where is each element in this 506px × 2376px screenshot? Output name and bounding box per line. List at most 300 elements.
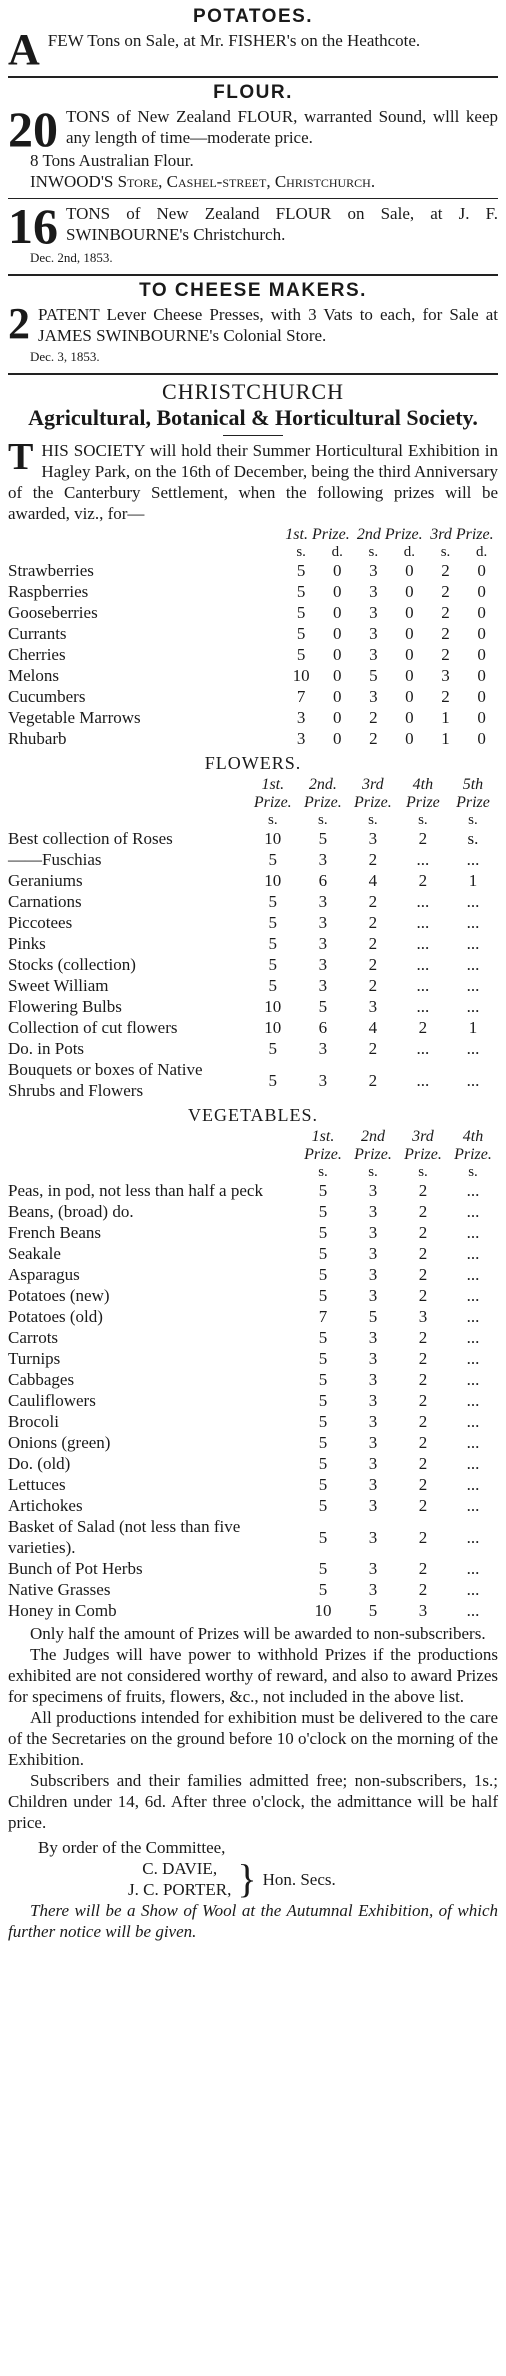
vegetable-row xyxy=(8,1201,498,1222)
flower-prize-value: ... xyxy=(466,934,480,953)
vegetable-row xyxy=(8,1285,498,1306)
vegetable-prize-value: 3 xyxy=(368,1475,378,1494)
fruit-row xyxy=(8,581,498,602)
flour-heading: FLOUR. xyxy=(213,82,293,103)
vegetable-prize-value: ... xyxy=(466,1223,480,1242)
cheese-date: Dec. 3, 1853. xyxy=(30,349,100,364)
vegetable-prize-value: 2 xyxy=(418,1370,428,1389)
signoff-order: By order of the Committee, xyxy=(38,1838,226,1857)
flower-prize-value: 5 xyxy=(268,976,278,995)
note-paragraph: The Judges will have power to withhold Prizes if the productions exhibited are not considered worthy of reward, and also to award Prizes for specimens of fruits, flowers, &c., not included in the above list. xyxy=(8,1645,498,1706)
vegetable-row xyxy=(8,1369,498,1390)
fruit-prize-value: 3 xyxy=(369,645,378,664)
flower-prize-value: 2 xyxy=(368,892,378,911)
fruit-prize-value: 5 xyxy=(369,666,378,685)
fruit-prize-value: 0 xyxy=(477,666,486,685)
potatoes-dropcap: A xyxy=(8,25,40,74)
flower-prize-value: ... xyxy=(416,955,430,974)
divider xyxy=(223,435,283,436)
flowers-unit: s. xyxy=(468,812,478,828)
vegetable-item-name: French Beans xyxy=(8,1223,102,1242)
flower-item-name: Flowering Bulbs xyxy=(8,997,122,1016)
vegetable-row xyxy=(8,1558,498,1579)
fruit-prize-value: 0 xyxy=(477,561,486,580)
flower-prize-value: 5 xyxy=(268,850,278,869)
flowers-unit: s. xyxy=(368,812,378,828)
flower-prize-value: ... xyxy=(416,892,430,911)
vegetables-table xyxy=(8,1128,498,1621)
flower-item-name: ——Fuschias xyxy=(8,850,102,869)
fruit-prize-value: 0 xyxy=(405,582,414,601)
fruit-item-name: Melons xyxy=(8,666,59,685)
flower-prize-value: 10 xyxy=(264,997,282,1016)
divider xyxy=(8,373,498,375)
fruit-item-name: Raspberries xyxy=(8,582,89,601)
fruit-item-name: Currants xyxy=(8,624,67,643)
fruit-prize-value: 0 xyxy=(332,603,342,622)
fruit-prize-value: 0 xyxy=(332,708,342,727)
flower-prize-value: 3 xyxy=(368,997,378,1016)
vegetable-prize-value: 2 xyxy=(418,1286,428,1305)
fruits-table xyxy=(8,526,498,749)
vegetable-prize-value: ... xyxy=(466,1580,480,1599)
vegetable-prize-value: 3 xyxy=(368,1580,378,1599)
fruit-prize-value: 0 xyxy=(332,645,342,664)
fruit-prize-value: 2 xyxy=(441,687,450,706)
vegetable-prize-value: 3 xyxy=(368,1328,378,1347)
flour-ad-1-store: INWOOD'S Store, Cashel-street, Christchurch. xyxy=(30,172,376,191)
fruit-prize-value: 3 xyxy=(369,582,378,601)
flower-prize-value: 3 xyxy=(318,934,328,953)
flower-row xyxy=(8,912,498,933)
vegetable-item-name: Cauliflowers xyxy=(8,1391,96,1410)
fruits-unit: s. xyxy=(440,544,451,560)
vegetable-prize-value: 2 xyxy=(418,1223,428,1242)
vegetable-prize-value: ... xyxy=(466,1391,480,1410)
vegetable-prize-value: 5 xyxy=(318,1370,328,1389)
vegetable-row xyxy=(8,1390,498,1411)
flour-ad-2-date: Dec. 2nd, 1853. xyxy=(30,250,113,265)
vegetable-prize-value: 3 xyxy=(368,1412,378,1431)
fruit-item-name: Cucumbers xyxy=(8,687,86,706)
vegetable-row xyxy=(8,1453,498,1474)
flower-prize-value: ... xyxy=(416,934,430,953)
fruit-prize-value: 1 xyxy=(441,708,450,727)
vegetable-prize-value: ... xyxy=(466,1559,480,1578)
fruit-prize-value: 2 xyxy=(441,624,450,643)
fruit-prize-value: 0 xyxy=(477,603,486,622)
vegetable-prize-value: 2 xyxy=(418,1181,428,1200)
flowers-rows xyxy=(8,828,498,1101)
flower-prize-value: ... xyxy=(416,850,430,869)
vegetable-prize-value: 3 xyxy=(368,1349,378,1368)
vegetable-item-name: Asparagus xyxy=(8,1265,80,1284)
vegetable-prize-value: ... xyxy=(466,1349,480,1368)
flower-prize-value: 5 xyxy=(268,934,278,953)
vegetable-prize-value: 5 xyxy=(318,1349,328,1368)
fruit-prize-value: 0 xyxy=(405,603,414,622)
flower-prize-value: ... xyxy=(416,1039,430,1058)
vegetable-prize-value: 3 xyxy=(368,1181,378,1200)
vegetable-prize-value: 2 xyxy=(418,1412,428,1431)
vegetables-header: 2nd Prize. xyxy=(354,1128,392,1163)
note-paragraph: Subscribers and their families admitted free; non-subscribers, 1s.; Children under 14, 6d. After three o'clock, the admittance will be half price. xyxy=(8,1771,498,1832)
fruit-item-name: Cherries xyxy=(8,645,66,664)
flower-prize-value: 2 xyxy=(368,913,378,932)
flour-ad-2-text: TONS of New Zealand FLOUR on Sale, at J. F. SWINBOURNE's Christchurch. xyxy=(66,204,498,244)
society-title-city: CHRISTCHURCH xyxy=(162,379,344,404)
flower-item-name: Pinks xyxy=(8,934,46,953)
vegetable-prize-value: 3 xyxy=(368,1370,378,1389)
vegetable-prize-value: 3 xyxy=(368,1202,378,1221)
brace-icon: } xyxy=(237,1856,257,1901)
vegetable-prize-value: 3 xyxy=(368,1433,378,1452)
fruits-unit: s. xyxy=(368,544,379,560)
flower-row xyxy=(8,891,498,912)
flower-item-name: Piccotees xyxy=(8,913,73,932)
fruit-item-name: Vegetable Marrows xyxy=(8,708,141,727)
flower-prize-value: 5 xyxy=(268,1039,278,1058)
fruit-prize-value: 0 xyxy=(405,624,414,643)
divider xyxy=(8,76,498,78)
cheese-heading: TO CHEESE MAKERS. xyxy=(139,280,367,301)
vegetable-row xyxy=(8,1579,498,1600)
vegetable-prize-value: ... xyxy=(466,1454,480,1473)
flower-item-name: Stocks (collection) xyxy=(8,955,136,974)
flowers-heading: FLOWERS. xyxy=(204,753,302,773)
flower-prize-value: 3 xyxy=(318,892,328,911)
vegetable-item-name: Potatoes (new) xyxy=(8,1286,110,1305)
flower-prize-value: 2 xyxy=(418,871,428,890)
vegetable-prize-value: 3 xyxy=(368,1244,378,1263)
flower-prize-value: 2 xyxy=(418,1018,428,1037)
fruit-prize-value: 0 xyxy=(405,729,414,748)
vegetable-item-name: Basket of Salad (not less than five varieties). xyxy=(8,1517,241,1557)
fruit-prize-value: 0 xyxy=(477,624,486,643)
fruit-prize-value: 0 xyxy=(477,645,486,664)
vegetable-item-name: Honey in Comb xyxy=(8,1601,117,1620)
flower-prize-value: 10 xyxy=(264,871,282,890)
flower-prize-value: ... xyxy=(466,850,480,869)
vegetables-unit: s. xyxy=(418,1164,428,1180)
vegetable-prize-value: ... xyxy=(466,1307,480,1326)
flower-prize-value: ... xyxy=(466,955,480,974)
fruit-prize-value: 5 xyxy=(296,645,306,664)
vegetable-prize-value: 5 xyxy=(318,1328,328,1347)
vegetable-row xyxy=(8,1327,498,1348)
flower-item-name: Collection of cut flowers xyxy=(8,1018,178,1037)
vegetable-prize-value: 3 xyxy=(368,1391,378,1410)
flour-ad-1-line2: 8 Tons Australian Flour. xyxy=(30,151,194,170)
vegetable-prize-value: 2 xyxy=(418,1527,428,1547)
vegetable-prize-value: ... xyxy=(466,1601,480,1620)
vegetable-row xyxy=(8,1495,498,1516)
flower-item-name: Do. in Pots xyxy=(8,1039,85,1058)
fruits-unit: d. xyxy=(475,544,488,560)
vegetable-prize-value: 2 xyxy=(418,1349,428,1368)
vegetable-row xyxy=(8,1474,498,1495)
fruit-prize-value: 0 xyxy=(477,729,486,748)
flower-prize-value: 2 xyxy=(368,850,378,869)
flowers-header: 4th Prize xyxy=(406,776,440,811)
vegetable-prize-value: ... xyxy=(466,1527,480,1547)
society-intro-text: HIS SOCIETY will hold their Summer Horticultural Exhibition in Hagley Park, on the 16th of December, being the third Anniversary of the Canterbury Settlement, when the following prizes will be awarded, viz., for— xyxy=(8,441,498,523)
flower-prize-value: ... xyxy=(416,1070,430,1090)
fruits-header: 1st. Prize. xyxy=(285,526,350,543)
society-dropcap: T xyxy=(8,436,34,478)
fruit-prize-value: 0 xyxy=(332,561,342,580)
fruit-prize-value: 3 xyxy=(369,624,378,643)
flower-prize-value: 2 xyxy=(368,976,378,995)
flowers-header: 1st. Prize. xyxy=(253,776,292,811)
vegetable-row xyxy=(8,1516,498,1558)
vegetables-rows xyxy=(8,1180,498,1621)
vegetable-row xyxy=(8,1306,498,1327)
flower-prize-value: s. xyxy=(467,829,479,848)
vegetable-item-name: Onions (green) xyxy=(8,1433,111,1452)
society-intro xyxy=(8,436,498,524)
fruit-prize-value: 5 xyxy=(296,624,306,643)
vegetable-prize-value: 2 xyxy=(418,1202,428,1221)
flower-item-name: Carnations xyxy=(8,892,82,911)
flower-prize-value: 5 xyxy=(268,892,278,911)
signoff-role: Hon. Secs. xyxy=(262,1869,336,1889)
flower-prize-value: ... xyxy=(466,892,480,911)
flower-prize-value: 5 xyxy=(268,1070,278,1090)
fruit-prize-value: 2 xyxy=(441,645,450,664)
flower-prize-value: 3 xyxy=(368,829,378,848)
fruit-prize-value: 2 xyxy=(369,708,378,727)
fruit-prize-value: 5 xyxy=(296,603,306,622)
note-paragraph: All productions intended for exhibition must be delivered to the care of the Secretaries on the ground before 10 o'clock on the morning of the Exhibition. xyxy=(8,1708,498,1769)
fruit-prize-value: 5 xyxy=(296,582,306,601)
fruits-rows xyxy=(8,560,498,749)
fruit-item-name: Gooseberries xyxy=(8,603,98,622)
signoff-name: J. C. PORTER, xyxy=(128,1880,232,1899)
fruit-row xyxy=(8,686,498,707)
fruit-prize-value: 2 xyxy=(441,582,450,601)
fruit-prize-value: 0 xyxy=(477,687,486,706)
flower-prize-value: 2 xyxy=(418,829,428,848)
flower-prize-value: 3 xyxy=(318,955,328,974)
vegetable-item-name: Peas, in pod, not less than half a peck xyxy=(8,1181,263,1200)
flower-prize-value: ... xyxy=(466,1070,480,1090)
vegetable-prize-value: 5 xyxy=(318,1223,328,1242)
vegetable-prize-value: ... xyxy=(466,1433,480,1452)
fruit-prize-value: 3 xyxy=(369,687,378,706)
vegetable-row xyxy=(8,1264,498,1285)
vegetable-row xyxy=(8,1243,498,1264)
vegetable-prize-value: 3 xyxy=(368,1559,378,1578)
flowers-table xyxy=(8,776,498,1101)
vegetable-item-name: Potatoes (old) xyxy=(8,1307,103,1326)
flower-prize-value: ... xyxy=(416,913,430,932)
fruit-item-name: Strawberries xyxy=(8,561,94,580)
vegetable-item-name: Brocoli xyxy=(8,1412,59,1431)
flower-row xyxy=(8,1038,498,1059)
fruit-row xyxy=(8,707,498,728)
vegetable-prize-value: ... xyxy=(466,1412,480,1431)
divider xyxy=(8,274,498,276)
vegetable-item-name: Seakale xyxy=(8,1244,61,1263)
vegetable-prize-value: ... xyxy=(466,1202,480,1221)
vegetable-item-name: Bunch of Pot Herbs xyxy=(8,1559,143,1578)
vegetable-prize-value: 5 xyxy=(318,1181,328,1200)
fruit-prize-value: 7 xyxy=(296,687,306,706)
vegetables-header: 1st. Prize. xyxy=(304,1128,342,1163)
flower-prize-value: 5 xyxy=(318,829,328,848)
signoff-postscript: There will be a Show of Wool at the Autumnal Exhibition, of which further notice will be given. xyxy=(8,1901,498,1941)
vegetable-prize-value: 3 xyxy=(418,1601,428,1620)
divider xyxy=(8,198,498,199)
vegetable-prize-value: 5 xyxy=(368,1307,378,1326)
vegetable-item-name: Lettuces xyxy=(8,1475,66,1494)
note-paragraph: Only half the amount of Prizes will be awarded to non-subscribers. xyxy=(30,1624,486,1643)
flower-prize-value: 6 xyxy=(318,871,328,890)
flower-item-name: Bouquets or boxes of Native Shrubs and Flowers xyxy=(8,1060,203,1100)
vegetable-prize-value: 3 xyxy=(368,1454,378,1473)
vegetable-item-name: Artichokes xyxy=(8,1496,83,1515)
vegetable-prize-value: 5 xyxy=(318,1496,328,1515)
flower-prize-value: 3 xyxy=(318,913,328,932)
vegetable-prize-value: 5 xyxy=(318,1559,328,1578)
fruit-prize-value: 3 xyxy=(296,729,306,748)
vegetable-prize-value: ... xyxy=(466,1265,480,1284)
fruit-prize-value: 0 xyxy=(332,582,342,601)
vegetable-prize-value: 3 xyxy=(368,1223,378,1242)
vegetable-prize-value: 2 xyxy=(418,1433,428,1452)
vegetable-prize-value: ... xyxy=(466,1244,480,1263)
flower-row xyxy=(8,828,498,849)
fruit-row xyxy=(8,665,498,686)
vegetable-prize-value: ... xyxy=(466,1286,480,1305)
flower-row xyxy=(8,954,498,975)
fruit-prize-value: 0 xyxy=(332,729,342,748)
fruits-unit: s. xyxy=(296,544,306,560)
flowers-unit: s. xyxy=(418,812,428,828)
fruit-prize-value: 0 xyxy=(405,666,414,685)
vegetables-unit: s. xyxy=(468,1164,478,1180)
flower-row xyxy=(8,996,498,1017)
vegetable-item-name: Beans, (broad) do. xyxy=(8,1202,134,1221)
flower-prize-value: ... xyxy=(416,976,430,995)
fruits-header: 2nd Prize. xyxy=(356,526,423,543)
cheese-dropcap: 2 xyxy=(8,299,30,348)
flower-prize-value: 2 xyxy=(368,1070,378,1090)
flower-row xyxy=(8,849,498,870)
cheese-ad xyxy=(8,299,498,348)
fruit-prize-value: 0 xyxy=(477,582,486,601)
vegetable-row xyxy=(8,1180,498,1201)
vegetable-prize-value: 3 xyxy=(418,1307,428,1326)
flower-prize-value: 10 xyxy=(264,1018,282,1037)
vegetable-prize-value: 5 xyxy=(318,1454,328,1473)
vegetable-prize-value: 5 xyxy=(318,1433,328,1452)
vegetable-prize-value: ... xyxy=(466,1328,480,1347)
vegetable-prize-value: 2 xyxy=(418,1559,428,1578)
cheese-text: PATENT Lever Cheese Presses, with 3 Vats to each, for Sale at JAMES SWINBOURNE's Colonial Store. xyxy=(38,305,498,345)
vegetable-row xyxy=(8,1600,498,1621)
vegetables-heading: VEGETABLES. xyxy=(187,1105,319,1125)
flour-ad-1-text: TONS of New Zealand FLOUR, warranted Sound, wlll keep any length of time—moderate price. xyxy=(66,107,498,147)
flower-row xyxy=(8,933,498,954)
flower-prize-value: ... xyxy=(466,997,480,1016)
vegetable-item-name: Cabbages xyxy=(8,1370,75,1389)
vegetable-row xyxy=(8,1222,498,1243)
flower-prize-value: 2 xyxy=(368,1039,378,1058)
flower-prize-value: 3 xyxy=(318,1070,328,1090)
fruit-prize-value: 0 xyxy=(405,687,414,706)
fruit-prize-value: 5 xyxy=(296,561,306,580)
fruit-row xyxy=(8,644,498,665)
fruits-unit: d. xyxy=(331,544,343,560)
vegetable-row xyxy=(8,1348,498,1369)
flour-ad-1-dropcap: 20 xyxy=(8,101,58,157)
society-title: Agricultural, Botanical & Horticultural Society. xyxy=(28,405,478,430)
flour-ad-2 xyxy=(8,198,498,254)
fruit-prize-value: 2 xyxy=(441,561,450,580)
flower-prize-value: ... xyxy=(466,976,480,995)
flower-prize-value: 5 xyxy=(318,997,328,1016)
vegetable-item-name: Turnips xyxy=(8,1349,61,1368)
fruit-prize-value: 2 xyxy=(441,603,450,622)
vegetable-prize-value: ... xyxy=(466,1370,480,1389)
vegetable-prize-value: 10 xyxy=(314,1601,332,1620)
vegetable-prize-value: 5 xyxy=(318,1475,328,1494)
fruit-prize-value: 10 xyxy=(292,666,310,685)
fruit-prize-value: 0 xyxy=(405,561,414,580)
fruit-row xyxy=(8,728,498,749)
flower-prize-value: 3 xyxy=(318,976,328,995)
vegetable-prize-value: ... xyxy=(466,1475,480,1494)
fruit-prize-value: 3 xyxy=(369,603,378,622)
flower-prize-value: 3 xyxy=(318,850,328,869)
flower-prize-value: 5 xyxy=(268,913,278,932)
fruits-unit: d. xyxy=(403,544,416,560)
vegetable-row xyxy=(8,1411,498,1432)
flower-prize-value: 1 xyxy=(468,871,478,890)
vegetable-prize-value: 2 xyxy=(418,1391,428,1410)
fruit-prize-value: 3 xyxy=(296,708,306,727)
vegetables-unit: s. xyxy=(368,1164,378,1180)
fruit-prize-value: 0 xyxy=(332,624,342,643)
flower-row xyxy=(8,870,498,891)
flowers-unit: s. xyxy=(318,812,328,828)
flower-prize-value: ... xyxy=(416,997,430,1016)
flowers-unit: s. xyxy=(268,812,278,828)
flower-prize-value: 3 xyxy=(318,1039,328,1058)
fruit-prize-value: 0 xyxy=(332,687,342,706)
flower-prize-value: 10 xyxy=(264,829,282,848)
flowers-header: 2nd. Prize. xyxy=(303,776,342,811)
flowers-header: 3rd Prize. xyxy=(353,776,392,811)
signoff-name: C. DAVIE, xyxy=(142,1859,218,1878)
vegetable-prize-value: 5 xyxy=(318,1244,328,1263)
vegetable-prize-value: 3 xyxy=(368,1286,378,1305)
flower-prize-value: ... xyxy=(466,913,480,932)
vegetable-prize-value: 3 xyxy=(368,1496,378,1515)
vegetable-prize-value: 3 xyxy=(368,1265,378,1284)
flower-prize-value: 2 xyxy=(368,955,378,974)
fruits-header: 3rd Prize. xyxy=(430,526,494,543)
fruit-row xyxy=(8,623,498,644)
flour-ad-2-dropcap: 16 xyxy=(8,198,58,254)
vegetable-prize-value: 5 xyxy=(318,1580,328,1599)
potatoes-text: FEW Tons on Sale, at Mr. FISHER's on the Heathcote. xyxy=(47,31,421,50)
vegetables-header: 3rd Prize. xyxy=(404,1128,442,1163)
vegetables-header: 4th Prize. xyxy=(454,1128,492,1163)
vegetable-prize-value: 2 xyxy=(418,1496,428,1515)
